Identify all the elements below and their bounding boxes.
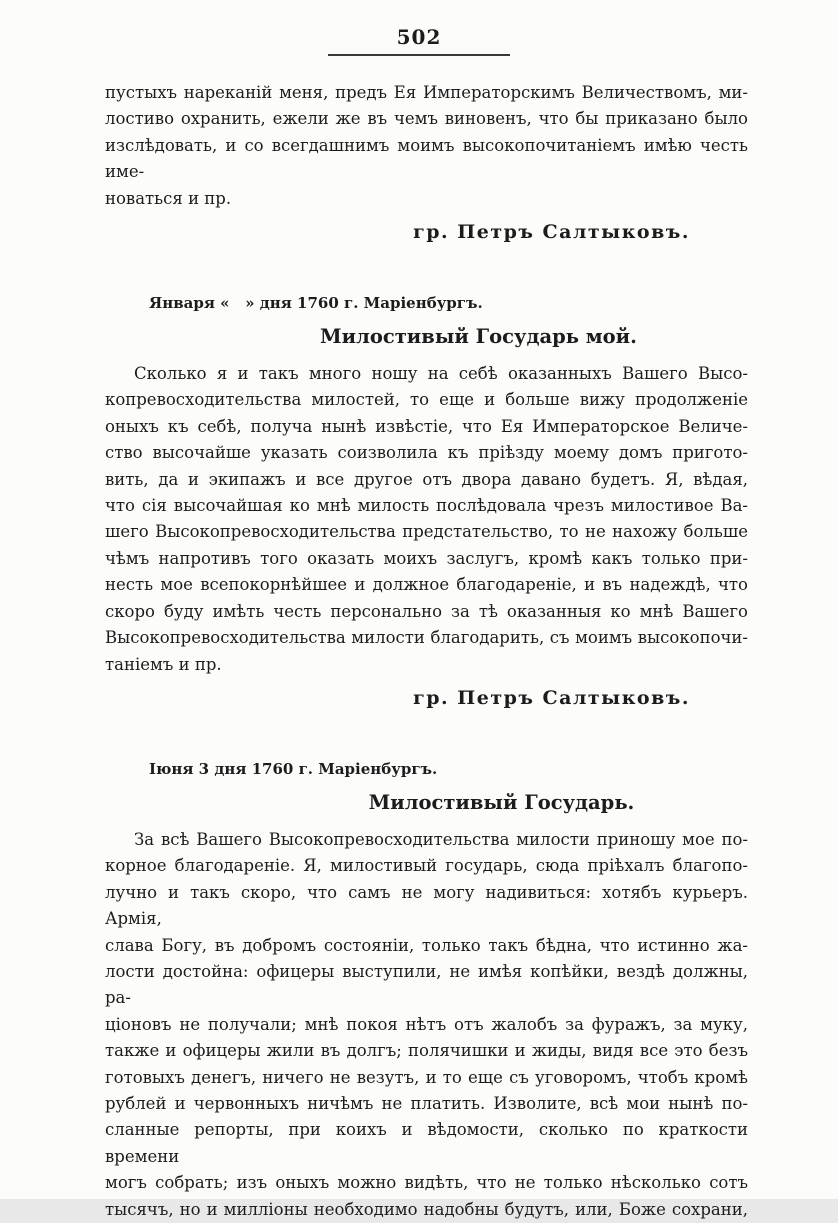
- text-column: [105, 80, 748, 1223]
- text-line: чѣмъ напротивъ того оказать моихъ заслугъ, кромѣ какъ только при-: [105, 548, 748, 568]
- text-line: сланные репорты, при коихъ и вѣдомости, сколько по краткости времени: [105, 1120, 748, 1166]
- text-line: рублей и червонныхъ ничѣмъ не платить. Изволите, всѣ мои нынѣ по-: [105, 1093, 748, 1113]
- text-line: ство высочайше указать соизволила къ пріѣзду моему домъ пригото-: [105, 443, 748, 463]
- text-line: корное благодареніе. Я, милостивый государь, сюда пріѣхалъ благопо-: [105, 856, 748, 876]
- text-line: изслѣдовать, и со всегдашнимъ моимъ высокопочитаніемъ имѣю честь име-: [105, 135, 748, 182]
- text-line: оныхъ къ себѣ, получа нынѣ извѣстіе, что Ея Императорское Величе-: [105, 416, 748, 436]
- june-letter-body: [105, 827, 748, 1223]
- signature: гр. Петръ Салтыковъ.: [413, 686, 690, 709]
- text-line: могъ собрать; изъ оныхъ можно видѣть, что не только нѣсколько сотъ: [105, 1173, 748, 1193]
- text-line: таніемъ и пр.: [105, 654, 222, 674]
- text-line: Высокопревосходительства милости благодарить, съ моимъ высокопочи-: [105, 628, 748, 648]
- text-line: лостиво охранить, ежели же въ чемъ виновенъ, что бы приказано было: [105, 109, 748, 129]
- text-line: тысячъ, но и милліоны необходимо надобны будутъ, или, Боже сохрани,: [105, 1199, 748, 1219]
- text-line: пустыхъ нареканій меня, предъ Ея Императорскимъ Величествомъ, ми-: [105, 83, 748, 102]
- text-line: ціоновъ не получали; мнѣ покоя нѣтъ отъ жалобъ за фуражъ, за муку,: [105, 1014, 748, 1034]
- text-line: лости достойна: офицеры выступили, не имѣя копѣйки, вездѣ должны, ра-: [105, 961, 748, 1008]
- text-line: слава Богу, въ добромъ состояніи, только такъ бѣдна, что истинно жа-: [105, 935, 748, 955]
- page-number: 502: [396, 25, 442, 49]
- january-letter-body: [105, 361, 748, 678]
- text-line: За всѣ Вашего Высокопревосходительства милости приношу мое по-: [134, 829, 748, 849]
- letter-salutation: Милостивый Государь.: [368, 790, 635, 814]
- text-line: скоро буду имѣть честь персонально за тѣ оказанныя ко мнѣ Вашего: [105, 601, 748, 621]
- page-number-rule: [328, 54, 510, 56]
- text-line: что сія высочайшая ко мнѣ милость послѣдовала чрезъ милостивое Ва-: [105, 496, 748, 516]
- prev-letter-body: [105, 80, 748, 212]
- letter-salutation: Милостивый Государь мой.: [320, 325, 637, 349]
- text-line: лучно и такъ скоро, что самъ не могу надивиться: хотябъ курьеръ. Армія,: [105, 882, 748, 929]
- signature: гр. Петръ Салтыковъ.: [413, 221, 690, 244]
- text-line: новаться и пр.: [105, 188, 232, 208]
- text-line: готовыхъ денегъ, ничего не везутъ, и то еще съ уговоромъ, чтобъ кромѣ: [105, 1067, 748, 1087]
- letter-dateline: Января « » дня 1760 г. Маріенбургъ.: [149, 294, 483, 313]
- letter-dateline: Іюня 3 дня 1760 г. Маріенбургъ.: [149, 759, 438, 778]
- text-line: шего Высокопревосходительства предстательство, то не нахожу больше: [105, 522, 748, 542]
- text-line: копревосходительства милостей, то еще и больше вижу продолженіе: [105, 390, 748, 410]
- text-line: Сколько я и такъ много ношу на себѣ оказанныхъ Вашего Высо-: [134, 364, 748, 384]
- text-line: несть мое всепокорнѣйшее и должное благодареніе, и въ надеждѣ, что: [105, 575, 748, 595]
- text-line: также и офицеры жили въ долгъ; полячишки и жиды, видя все это безъ: [105, 1041, 748, 1061]
- text-line: вить, да и экипажъ и все другое отъ двора давано будетъ. Я, вѣдая,: [105, 469, 748, 489]
